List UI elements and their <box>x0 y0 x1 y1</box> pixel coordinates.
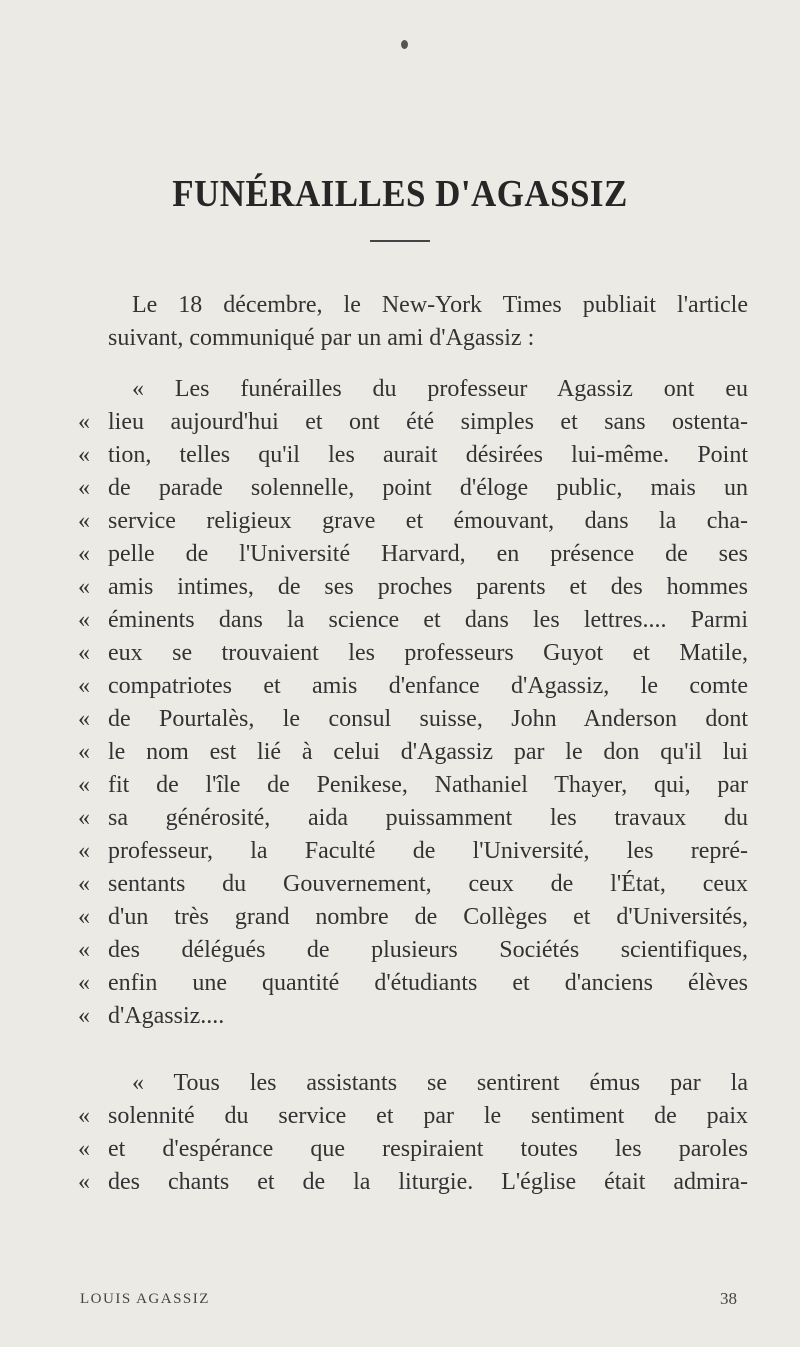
line-text: amis intimes, de ses proches parents et des hommes <box>108 574 748 600</box>
text-line <box>78 640 748 673</box>
quote-mark: « <box>78 673 90 699</box>
line-text: fit de l'île de Penikese, Nathaniel Thayer, qui, par <box>108 772 748 798</box>
quote-mark <box>78 325 108 358</box>
text-line <box>78 1169 748 1202</box>
line-text: solennité du service et par le sentiment de paix <box>108 1103 748 1129</box>
quote-mark: « <box>78 871 90 897</box>
line-text: compatriotes et amis d'enfance d'Agassiz, le comte <box>108 673 748 699</box>
text-line <box>78 1003 748 1036</box>
line-text: enfin une quantité d'étudiants et d'anciens élèves <box>108 970 748 996</box>
text-line <box>78 376 748 409</box>
text-line <box>78 805 748 838</box>
page-number: 38 <box>720 1289 737 1308</box>
text-line <box>78 838 748 871</box>
quote-mark: « <box>78 706 90 732</box>
quote-mark: « <box>78 1103 90 1129</box>
quote-mark: « <box>78 1003 90 1029</box>
quote-mark: « <box>78 640 90 666</box>
text-line <box>78 607 748 640</box>
line-text: de parade solennelle, point d'éloge public, mais un <box>108 475 748 501</box>
quote-mark <box>78 376 108 409</box>
text-line <box>78 508 748 541</box>
text-line <box>78 739 748 772</box>
line-text: d'un très grand nombre de Collèges et d'Universités, <box>108 904 748 930</box>
title-rule <box>370 240 430 242</box>
quote-mark: « <box>78 607 90 633</box>
text-line <box>78 1103 748 1136</box>
quote-mark: « <box>78 541 90 567</box>
text-line <box>78 442 748 475</box>
text-line <box>78 772 748 805</box>
line-text: « Les funérailles du professeur Agassiz ont eu <box>132 376 748 402</box>
text-line <box>78 1136 748 1169</box>
quote-mark: « <box>78 739 90 765</box>
quote-mark: « <box>78 409 90 435</box>
quote-mark: « <box>78 508 90 534</box>
line-text: tion, telles qu'il les aurait désirées lui-même. Point <box>108 442 748 468</box>
ink-dot <box>401 40 408 49</box>
text-line <box>78 541 748 574</box>
quote-mark: « <box>78 1169 90 1195</box>
running-footer: LOUIS AGASSIZ <box>80 1291 210 1307</box>
quote-mark: « <box>78 838 90 864</box>
quote-mark: « <box>78 574 90 600</box>
line-text: sa générosité, aida puissamment les travaux du <box>108 805 748 831</box>
line-text: le nom est lié à celui d'Agassiz par le don qu'il lui <box>108 739 748 765</box>
line-text: pelle de l'Université Harvard, en présence de ses <box>108 541 748 567</box>
text-line <box>78 970 748 1003</box>
line-text: suivant, communiqué par un ami d'Agassiz : <box>108 325 535 351</box>
line-text: des délégués de plusieurs Sociétés scientifiques, <box>108 937 748 963</box>
quote-mark: « <box>78 805 90 831</box>
line-text: de Pourtalès, le consul suisse, John Anderson dont <box>108 706 748 732</box>
line-text: eux se trouvaient les professeurs Guyot et Matile, <box>108 640 748 666</box>
quote-mark: « <box>78 1136 90 1162</box>
line-text: « Tous les assistants se sentirent émus par la <box>132 1070 748 1096</box>
quote-mark: « <box>78 442 90 468</box>
text-line <box>78 706 748 739</box>
line-text: professeur, la Faculté de l'Université, les repré- <box>108 838 748 864</box>
quote-mark <box>78 292 108 325</box>
quote-mark: « <box>78 937 90 963</box>
text-line <box>78 475 748 508</box>
quote-mark: « <box>78 904 90 930</box>
line-text: Le 18 décembre, le New-York Times publiait l'article <box>132 292 748 318</box>
line-text: d'Agassiz.... <box>108 1003 225 1029</box>
line-text: éminents dans la science et dans les lettres.... Parmi <box>108 607 748 633</box>
text-line <box>78 937 748 970</box>
text-line <box>78 325 748 358</box>
text-line <box>78 292 748 325</box>
line-text: service religieux grave et émouvant, dans la cha- <box>108 508 748 534</box>
text-line <box>78 904 748 937</box>
line-text: des chants et de la liturgie. L'église était admira- <box>108 1169 748 1195</box>
line-text: sentants du Gouvernement, ceux de l'État, ceux <box>108 871 748 897</box>
page-title: FUNÉRAILLES D'AGASSIZ <box>172 173 628 215</box>
line-text: lieu aujourd'hui et ont été simples et sans ostenta- <box>108 409 748 435</box>
quote-mark <box>78 1070 108 1103</box>
text-line <box>78 409 748 442</box>
quote-mark: « <box>78 970 90 996</box>
text-line <box>78 673 748 706</box>
text-line <box>78 1070 748 1103</box>
text-line <box>78 871 748 904</box>
quote-mark: « <box>78 772 90 798</box>
text-line <box>78 574 748 607</box>
line-text: et d'espérance que respiraient toutes les paroles <box>108 1136 748 1162</box>
quote-mark: « <box>78 475 90 501</box>
body-text <box>78 292 748 1195</box>
